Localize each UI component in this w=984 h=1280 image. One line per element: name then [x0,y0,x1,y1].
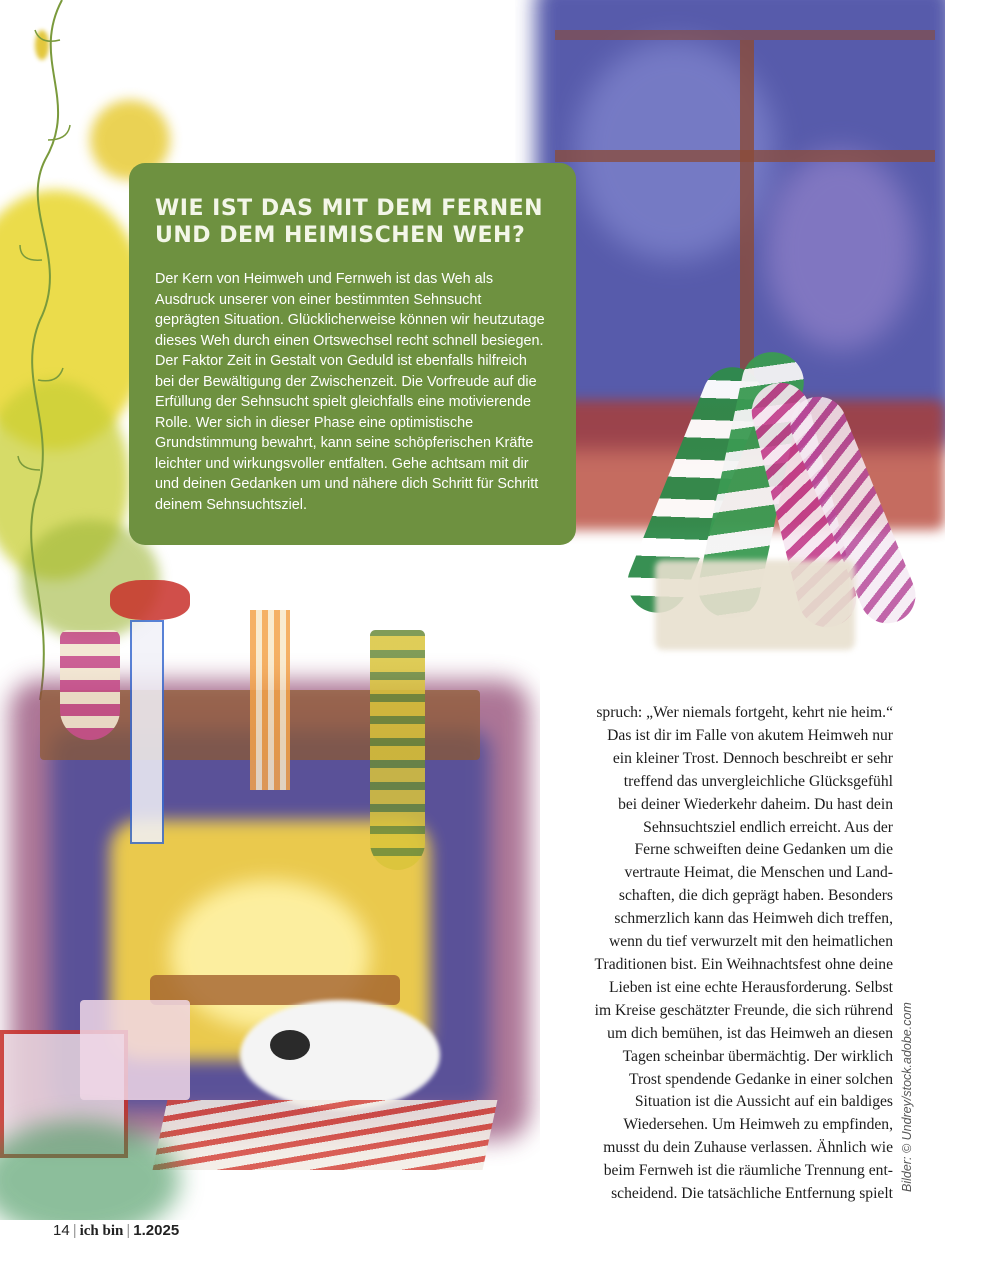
fireplace-watercolor-illustration [0,560,540,1220]
article-line: bei deiner Wiederkehr daheim. Du hast dein [618,795,893,813]
article-line: um dich bemühen, ist das Heimweh an diesen [607,1024,893,1042]
info-box [129,163,576,545]
window-watercolor-illustration [515,0,945,670]
article-line: Wiedersehen. Um Heimweh zu empfinden, [623,1116,893,1134]
article-line: schmerzlich kann das Heimweh dich treffen, [614,910,893,928]
page-folio: 14 | ich bin | 1.2025 [53,1222,180,1239]
article-line: beim Fernweh ist die räumliche Trennung ent- [603,1162,893,1180]
info-box-body: Der Kern von Heimweh und Fernweh ist das Weh als Ausdruck unserer von einer bestimmten Sehnsucht geprägten Situation. Glücklicherweise können wir heutzutage dieses Weh durch einen Ortswechsel recht schnell besiegen. Der Faktor Zeit in Gestalt von Geduld ist ebenfalls hilfreich bei der Bewältigung der Zwischenzeit. Die Vorfreude auf die Erfüllung der Sehnsucht spielt gleichfalls eine motivierende Rolle. Wer sich in dieser Phase eine optimistische Grundstimmung bewahrt, kann seine schöpferischen Kräfte leichter und wirkungsvoller entfalten. Gehe achtsam mit dir und deinen Gedanken um und nähere dich Schritt für Schritt deinem Sehnsuchtsziel. [155,271,545,513]
info-box-title-line2: UND DEM HEIMISCHEN WEH? [155,223,526,248]
article-line: Traditionen bist. Ein Weihnachtsfest ohne deine [594,955,893,973]
article-line: Trost spendende Gedanke in einer solchen [628,1070,893,1088]
image-credit: Bilder: © Undrey/stock.adobe.com [900,1002,914,1192]
info-box-title-line1: WIE IST DAS MIT DEM FERNEN [155,196,544,221]
article-line: Situation ist die Aussicht auf ein baldiges [634,1093,893,1111]
article-line: Das ist dir im Falle von akutem Heimweh nur [607,726,893,744]
article-line: musst du dein Zuhause verlassen. Ähnlich wie [603,1139,893,1157]
article-line: Lieben ist eine echte Herausforderung. Selbst [608,978,893,996]
article-line: wenn du tief verwurzelt mit den heimatlichen [608,933,893,951]
article-line: spruch: „Wer niemals fortgeht, kehrt nie heim.“ [596,704,893,721]
article-line: treffend das unvergleichliche Glücksgefühl [623,772,893,790]
article-line: Ferne schweiften deine Gedanken um die [634,841,893,859]
magazine-name: ich bin [79,1223,124,1239]
article-line: ein kleiner Trost. Dennoch beschreibt er sehr [612,749,893,767]
article-text [538,702,893,1206]
article-line: im Kreise geschätzter Freunde, die sich rührend [594,1001,893,1019]
article-line: schaften, die dich geprägt haben. Besonders [618,887,893,905]
info-box-title [155,195,575,249]
article-line: Sehnsuchtsziel endlich erreicht. Aus der [643,818,893,836]
article-line: scheidend. Die tatsächliche Entfernung spielt [611,1185,893,1203]
article-line: vertraute Heimat, die Menschen und Land- [624,864,893,882]
article-line: Tagen scheinbar übermächtig. Der wirklich [622,1047,893,1065]
issue-number: 1.2025 [133,1222,180,1239]
page-number: 14 [53,1222,70,1239]
